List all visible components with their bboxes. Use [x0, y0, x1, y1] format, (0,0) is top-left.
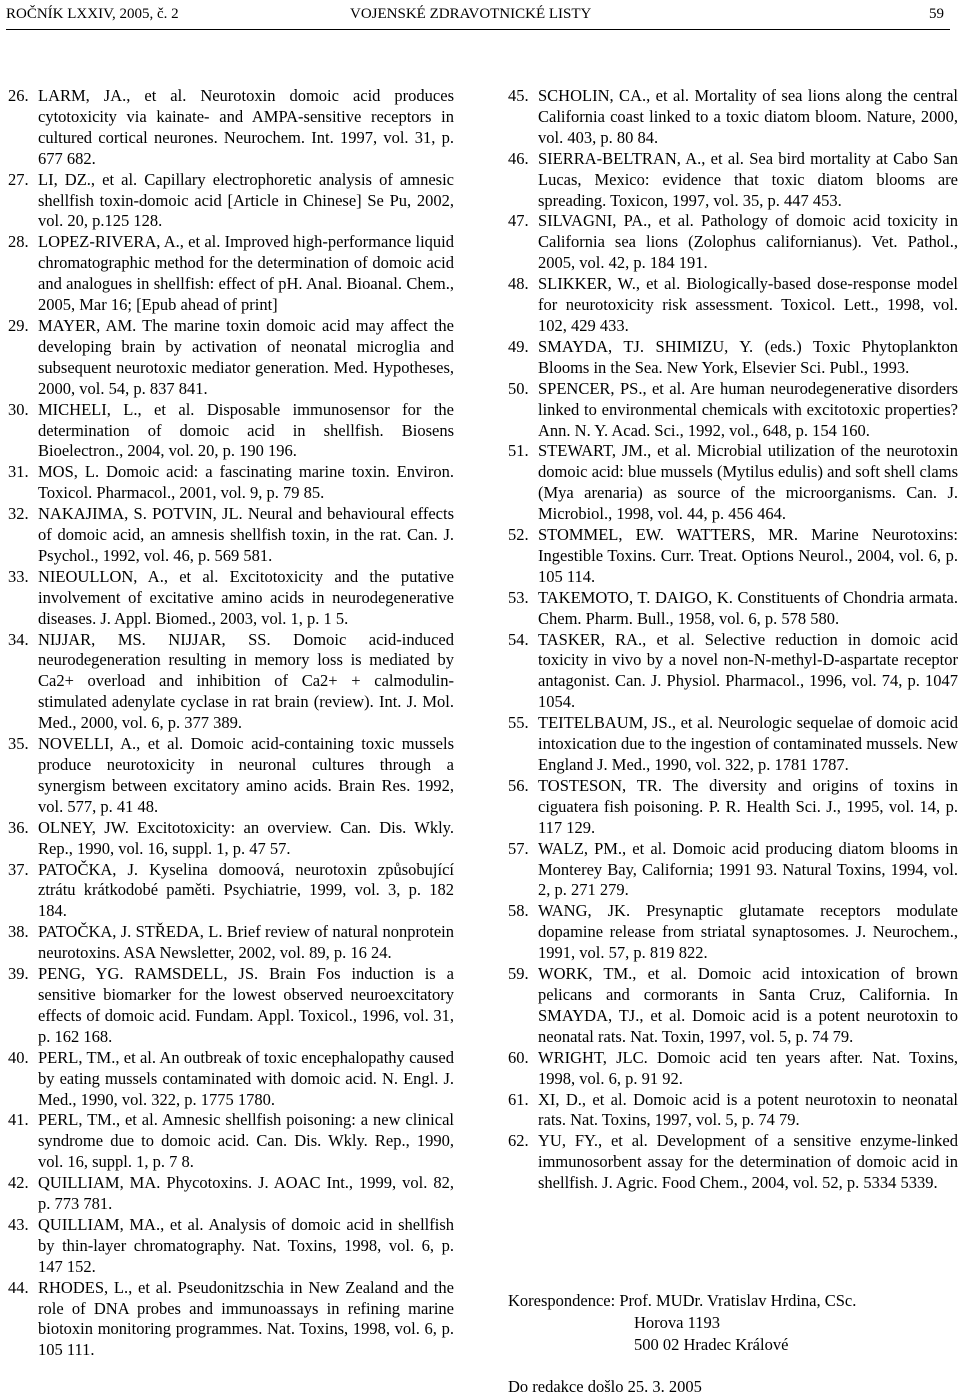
reference-number: 36.: [8, 817, 29, 837]
reference-text: STOMMEL, EW. WATTERS, MR. Marine Neurotoxins: Ingestible Toxins. Curr. Treat. Options Neurol., 2004, vol. 6, p. 105 114.: [538, 525, 958, 586]
reference-item: [8, 630, 454, 735]
reference-item: [508, 964, 958, 1048]
reference-text: SCHOLIN, CA., et al. Mortality of sea lions along the central California coast linked to a toxic diatom bloom. Nature, 2000, vol. 403, p. 80 84.: [538, 86, 958, 147]
reference-number: 29.: [8, 315, 29, 335]
reference-text: PERL, TM., et al. An outbreak of toxic encephalopathy caused by eating mussels contaminated with domoic acid. N. Engl. J. Med., 1990, vol. 322, p. 1775 1780.: [38, 1047, 454, 1109]
journal-volume: ROČNÍK LXXIV, 2005, č. 2: [6, 6, 179, 22]
reference-item: [8, 504, 454, 567]
references-left-column: [8, 86, 454, 1361]
reference-number: 30.: [8, 399, 29, 419]
reference-text: WRIGHT, JLC. Domoic acid ten years after. Nat. Toxins, 1998, vol. 6, p. 91 92.: [538, 1047, 958, 1088]
reference-item: [8, 1048, 454, 1111]
reference-number: 55.: [508, 713, 529, 733]
reference-number: 32.: [8, 504, 29, 524]
reference-number: 35.: [8, 734, 29, 754]
reference-number: 48.: [508, 274, 529, 294]
reference-number: 45.: [508, 86, 529, 105]
reference-number: 47.: [508, 211, 529, 231]
reference-number: 46.: [508, 148, 529, 168]
running-header: [6, 6, 944, 26]
reference-text: LOPEZ-RIVERA, A., et al. Improved high-performance liquid chromatographic method for the determination of domoic acid and analogues in shellfish: effect of pH. Anal. Bioanal. Chem., 2005, Mar 16; [Epub ahead of print]: [38, 232, 454, 315]
reference-text: LI, DZ., et al. Capillary electrophoretic analysis of amnesic shellfish toxin-domoic acid [Article in Chinese] Se Pu, 2002, vol. 20, p.125 128.: [38, 169, 454, 231]
correspondence: [508, 1290, 856, 1356]
reference-item: [508, 525, 958, 588]
correspondence-city: 500 02 Hradec Králové: [634, 1335, 789, 1354]
reference-text: SLIKKER, W., et al. Biologically-based dose-response model for neurotoxicity risk assessment. Toxicol. Lett., 1998, vol. 102, 429 433.: [538, 274, 958, 335]
reference-item: [508, 1048, 958, 1090]
reference-text: TOSTESON, TR. The diversity and origins of toxins in ciguatera fish poisoning. P. R. Health Sci. J., 1995, vol. 14, p. 117 129.: [538, 775, 958, 837]
reference-text: SPENCER, PS., et al. Are human neurodegenerative disorders linked to environmental chemicals with excitotoxic properties? Ann. N. Y. Acad. Sci., 1992, vol., 648, p. 154 160.: [538, 378, 958, 440]
reference-item: [8, 232, 454, 316]
reference-text: PATOČKA, J. STŘEDA, L. Brief review of natural nonprotein neurotoxins. ASA Newsletter, 2002, vol. 89, p. 16 24.: [38, 922, 454, 963]
reference-number: 38.: [8, 922, 29, 942]
reference-text: TEITELBAUM, JS., et al. Neurologic sequelae of domoic acid intoxication due to the ingestion of contaminated mussels. New England J. Med., 1990, vol. 322, p. 1781 1787.: [538, 713, 958, 774]
reference-text: NOVELLI, A., et al. Domoic acid-containing toxic mussels produce neurotoxicity in neuronal cultures through a synergism between excitatory amino acids. Brain Res. 1992, vol. 577, p. 41 48.: [38, 734, 454, 816]
reference-text: WALZ, PM., et al. Domoic acid producing diatom blooms in Monterey Bay, California; 1991 93. Natural Toxins, 1994, vol. 2, p. 271 279.: [538, 838, 958, 900]
reference-number: 57.: [508, 838, 529, 858]
reference-item: [8, 818, 454, 860]
reference-number: 28.: [8, 232, 29, 252]
reference-item: [8, 964, 454, 1048]
reference-item: [508, 776, 958, 839]
reference-item: [8, 316, 454, 400]
reference-number: 53.: [508, 587, 529, 607]
reference-number: 40.: [8, 1047, 29, 1067]
reference-item: [508, 379, 958, 442]
references-right-column: [508, 86, 958, 1194]
reference-text: OLNEY, JW. Excitotoxicity: an overview. Can. Dis. Wkly. Rep., 1990, vol. 16, suppl. 1, p. 47 57.: [38, 817, 454, 858]
reference-item: [508, 1090, 958, 1132]
reference-item: [8, 1215, 454, 1278]
reference-text: TAKEMOTO, T. DAIGO, K. Constituents of Chondria armata. Chem. Pharm. Bull., 1958, vol. 6, p. 578 580.: [538, 587, 958, 628]
reference-text: RHODES, L., et al. Pseudonitzschia in New Zealand and the role of DNA probes and immunoassays in refining marine biotoxin monitoring programmes. Nat. Toxins, 1998, vol. 6, p. 105 111.: [38, 1277, 454, 1360]
reference-text: SMAYDA, TJ. SHIMIZU, Y. (eds.) Toxic Phytoplankton Blooms in the Sea. New York, Elsevier Sci. Publ., 1993.: [538, 336, 958, 377]
reference-item: [508, 337, 958, 379]
reference-number: 60.: [508, 1047, 529, 1067]
reference-text: MICHELI, L., et al. Disposable immunosensor for the determination of domoic acid in shellfish. Biosens Bioelectron., 2004, vol. 20, p. 190 196.: [38, 399, 454, 461]
journal-title: VOJENSKÉ ZDRAVOTNICKÉ LISTY: [350, 6, 592, 22]
reference-number: 31.: [8, 462, 29, 482]
page-number: 59: [929, 6, 944, 22]
reference-number: 59.: [508, 964, 529, 984]
reference-number: 33.: [8, 566, 29, 586]
reference-text: YU, FY., et al. Development of a sensitive enzyme-linked immunosorbent assay for the determination of domoic acid in shellfish. J. Agric. Food Chem., 2004, vol. 52, p. 5334 5339.: [538, 1131, 958, 1193]
reference-item: [508, 901, 958, 964]
reference-number: 37.: [8, 859, 29, 879]
reference-item: [508, 839, 958, 902]
reference-item: [8, 567, 454, 630]
header-rule: [6, 29, 950, 30]
reference-item: [8, 734, 454, 818]
reference-number: 52.: [508, 525, 529, 545]
reference-number: 34.: [8, 629, 29, 649]
reference-item: [8, 400, 454, 463]
reference-number: 61.: [508, 1089, 529, 1109]
received-date: Do redakce došlo 25. 3. 2005: [508, 1377, 702, 1396]
reference-item: [508, 149, 958, 212]
reference-text: PERL, TM., et al. Amnesic shellfish poisoning: a new clinical syndrome due to domoic acid. Can. Dis. Wkly. Rep., 1990, vol. 16, suppl. 1, p. 7 8.: [38, 1110, 454, 1172]
reference-item: [8, 922, 454, 964]
reference-item: [508, 441, 958, 525]
reference-item: [8, 170, 454, 233]
reference-number: 50.: [508, 378, 529, 398]
reference-item: [508, 274, 958, 337]
reference-item: [8, 86, 454, 170]
reference-text: NIEOULLON, A., et al. Excitotoxicity and the putative involvement of excitative amino acids in neurodegenerative diseases. J. Appl. Biomed., 2003, vol. 1, p. 1 5.: [38, 566, 454, 628]
reference-text: NAKAJIMA, S. POTVIN, JL. Neural and behavioural effects of domoic acid, an amnesis shellfish toxin, in the rat. Can. J. Psychol., 1992, vol. 46, p. 569 581.: [38, 504, 454, 565]
reference-number: 39.: [8, 964, 29, 984]
reference-number: 51.: [508, 441, 529, 461]
reference-item: [8, 1278, 454, 1362]
reference-text: NIJJAR, MS. NIJJAR, SS. Domoic acid-induced neurodegeneration resulting in memory loss is mediated by Ca2+ overload and inhibition of Ca2+ + calmodulin-stimulated adenylate cyclase in rat brain (review). Int. J. Mol. Med., 2000, vol. 6, p. 377 389.: [38, 629, 454, 733]
reference-item: [508, 630, 958, 714]
reference-text: QUILLIAM, MA. Phycotoxins. J. AOAC Int., 1999, vol. 82, p. 773 781.: [38, 1173, 454, 1214]
reference-item: [508, 713, 958, 776]
correspondence-street: Horova 1193: [634, 1313, 720, 1332]
reference-item: [508, 86, 958, 149]
reference-number: 42.: [8, 1173, 29, 1193]
reference-text: SIERRA-BELTRAN, A., et al. Sea bird mortality at Cabo San Lucas, Mexico: evidence that toxic diatom blooms are spreading. Toxicon, 1997, vol. 35, p. 447 453.: [538, 148, 958, 210]
reference-number: 56.: [508, 775, 529, 795]
reference-number: 58.: [508, 901, 529, 921]
reference-text: SILVAGNI, PA., et al. Pathology of domoic acid toxicity in California sea lions (Zolophus californianus). Vet. Pathol., 2005, vol. 42, p. 184 191.: [538, 211, 958, 273]
reference-number: 43.: [8, 1214, 29, 1234]
reference-text: MOS, L. Domoic acid: a fascinating marine toxin. Environ. Toxicol. Pharmacol., 2001, vol. 9, p. 79 85.: [38, 462, 454, 503]
reference-text: MAYER, AM. The marine toxin domoic acid may affect the developing brain by activation of neonatal microglia and subsequent neurotoxic mediator generation. Med. Hypotheses, 2000, vol. 54, p. 837 841.: [38, 315, 454, 398]
reference-item: [8, 462, 454, 504]
reference-text: WORK, TM., et al. Domoic acid intoxication of brown pelicans and cormorants in Santa Cruz, California. In SMAYDA, TJ., et al. Domoic acid is a potent neurotoxin to neonatal rats. Nat. Toxin, 1997, vol. 5, p. 74 79.: [538, 964, 958, 1046]
reference-number: 62.: [508, 1131, 529, 1151]
reference-number: 49.: [508, 336, 529, 356]
reference-number: 41.: [8, 1110, 29, 1130]
reference-text: LARM, JA., et al. Neurotoxin domoic acid produces cytotoxicity via kainate- and AMPA-sensitive receptors in cultured cortical neurones. Neurochem. Int. 1997, vol. 31, p. 677 682.: [38, 86, 454, 168]
reference-text: TASKER, RA., et al. Selective reduction in domoic acid toxicity in vivo by a novel non-N-methyl-D-aspartate receptor antagonist. Can. J. Physiol. Pharmacol., 1996, vol. 74, p. 1047 1054.: [538, 629, 958, 712]
reference-text: WANG, JK. Presynaptic glutamate receptors modulate dopamine release from striatal synaptosomes. J. Neurochem., 1991, vol. 57, p. 819 822.: [538, 901, 958, 963]
reference-text: PATOČKA, J. Kyselina domoová, neurotoxin způsobující ztrátu krátkodobé paměti. Psychiatrie, 1999, vol. 3, p. 182 184.: [38, 859, 454, 921]
reference-number: 44.: [8, 1277, 29, 1297]
reference-item: [8, 860, 454, 923]
reference-text: QUILLIAM, MA., et al. Analysis of domoic acid in shellfish by thin-layer chromatography. Nat. Toxins, 1998, vol. 6, p. 147 152.: [38, 1214, 454, 1276]
reference-item: [508, 1131, 958, 1194]
reference-number: 54.: [508, 629, 529, 649]
reference-number: 27.: [8, 169, 29, 189]
reference-item: [8, 1173, 454, 1215]
reference-number: 26.: [8, 86, 29, 105]
reference-text: STEWART, JM., et al. Microbial utilization of the neurotoxin domoic acid: blue mussels (Mytilus edulis) and soft shell clams (Mya arenaria) as source of the microorganisms. Can. J. Microbiol., 1998, vol. 44, p. 456 464.: [538, 441, 958, 524]
reference-item: [508, 588, 958, 630]
correspondence-name: Korespondence: Prof. MUDr. Vratislav Hrdina, CSc.: [508, 1291, 857, 1310]
reference-item: [508, 211, 958, 274]
reference-item: [8, 1110, 454, 1173]
reference-text: PENG, YG. RAMSDELL, JS. Brain Fos induction is a sensitive biomarker for the lowest observed neuroexcitatory effects of domoic acid. Fundam. Appl. Toxicol., 1996, vol. 31, p. 162 168.: [38, 964, 454, 1046]
reference-text: XI, D., et al. Domoic acid is a potent neurotoxin to neonatal rats. Nat. Toxins, 1997, vol. 5, p. 74 79.: [538, 1089, 958, 1130]
